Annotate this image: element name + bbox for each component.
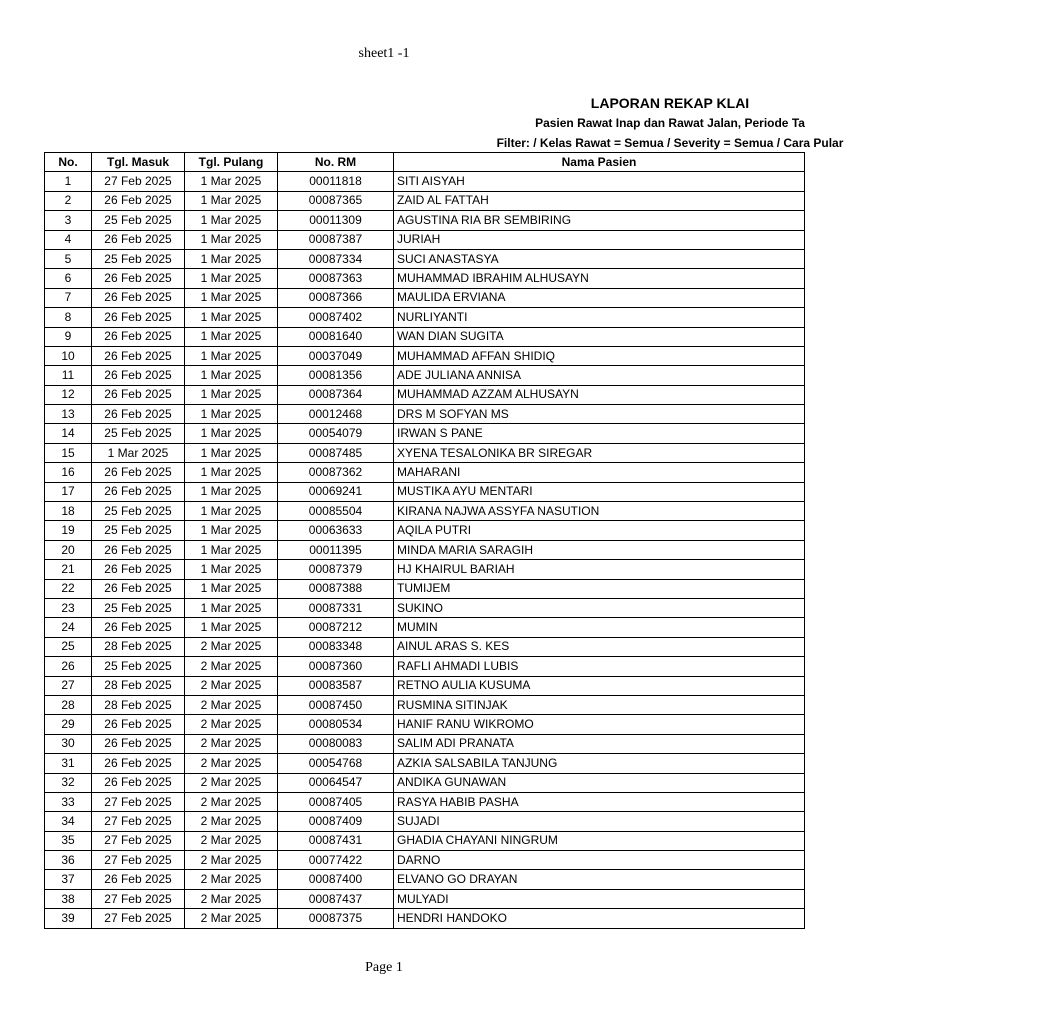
table-row xyxy=(45,521,805,540)
cell-nama-pasien: SUJADI xyxy=(394,812,805,831)
cell-tgl-pulang: 1 Mar 2025 xyxy=(185,269,278,288)
report-filter: Filter: / Kelas Rawat = Semua / Severity = Semua / Cara Pular xyxy=(496,136,844,150)
header-tgl-masuk: Tgl. Masuk xyxy=(92,153,185,172)
cell-tgl-pulang: 2 Mar 2025 xyxy=(185,715,278,734)
cell-no-rm: 00087409 xyxy=(278,812,394,831)
cell-no-rm: 00081640 xyxy=(278,327,394,346)
cell-no: 26 xyxy=(45,657,92,676)
cell-nama-pasien: SALIM ADI PRANATA xyxy=(394,734,805,753)
table-row xyxy=(45,211,805,230)
table-row xyxy=(45,269,805,288)
table-row xyxy=(45,288,805,307)
cell-tgl-pulang: 2 Mar 2025 xyxy=(185,812,278,831)
cell-no: 17 xyxy=(45,482,92,501)
cell-nama-pasien: XYENA TESALONIKA BR SIREGAR xyxy=(394,443,805,462)
cell-no: 7 xyxy=(45,288,92,307)
table-row xyxy=(45,463,805,482)
cell-no-rm: 00083587 xyxy=(278,676,394,695)
table-row xyxy=(45,424,805,443)
cell-no-rm: 00054768 xyxy=(278,754,394,773)
header-no-rm: No. RM xyxy=(278,153,394,172)
cell-tgl-masuk: 27 Feb 2025 xyxy=(92,812,185,831)
cell-tgl-masuk: 26 Feb 2025 xyxy=(92,715,185,734)
cell-tgl-pulang: 1 Mar 2025 xyxy=(185,521,278,540)
sheet-title: sheet1 -1 xyxy=(358,46,410,61)
table-row xyxy=(45,385,805,404)
cell-nama-pasien: MULYADI xyxy=(394,889,805,908)
cell-tgl-pulang: 1 Mar 2025 xyxy=(185,424,278,443)
cell-no-rm: 00080534 xyxy=(278,715,394,734)
cell-tgl-masuk: 26 Feb 2025 xyxy=(92,540,185,559)
cell-tgl-masuk: 26 Feb 2025 xyxy=(92,618,185,637)
cell-tgl-pulang: 2 Mar 2025 xyxy=(185,754,278,773)
table-row xyxy=(45,598,805,617)
cell-no-rm: 00085504 xyxy=(278,502,394,521)
cell-tgl-pulang: 1 Mar 2025 xyxy=(185,327,278,346)
cell-nama-pasien: RAFLI AHMADI LUBIS xyxy=(394,657,805,676)
cell-no-rm: 00087375 xyxy=(278,909,394,928)
cell-tgl-masuk: 25 Feb 2025 xyxy=(92,598,185,617)
cell-nama-pasien: MUSTIKA AYU MENTARI xyxy=(394,482,805,501)
table-row xyxy=(45,482,805,501)
cell-tgl-masuk: 26 Feb 2025 xyxy=(92,385,185,404)
cell-no: 34 xyxy=(45,812,92,831)
cell-tgl-pulang: 1 Mar 2025 xyxy=(185,211,278,230)
cell-tgl-masuk: 26 Feb 2025 xyxy=(92,269,185,288)
table-row xyxy=(45,870,805,889)
table-container xyxy=(44,152,668,930)
cell-nama-pasien: HJ KHAIRUL BARIAH xyxy=(394,560,805,579)
cell-nama-pasien: SITI AISYAH xyxy=(394,172,805,191)
cell-no-rm: 00087365 xyxy=(278,191,394,210)
cell-tgl-masuk: 25 Feb 2025 xyxy=(92,249,185,268)
header-nama-pasien: Nama Pasien xyxy=(394,153,805,172)
cell-tgl-pulang: 1 Mar 2025 xyxy=(185,502,278,521)
cell-no-rm: 00087366 xyxy=(278,288,394,307)
cell-no-rm: 00054079 xyxy=(278,424,394,443)
cell-no: 3 xyxy=(45,211,92,230)
cell-nama-pasien: DARNO xyxy=(394,851,805,870)
cell-no-rm: 00083348 xyxy=(278,637,394,656)
cell-tgl-masuk: 27 Feb 2025 xyxy=(92,792,185,811)
cell-nama-pasien: ZAID AL FATTAH xyxy=(394,191,805,210)
table-row xyxy=(45,909,805,928)
cell-no: 21 xyxy=(45,560,92,579)
cell-nama-pasien: MAULIDA ERVIANA xyxy=(394,288,805,307)
cell-no-rm: 00063633 xyxy=(278,521,394,540)
cell-tgl-pulang: 2 Mar 2025 xyxy=(185,792,278,811)
cell-no-rm: 00087402 xyxy=(278,308,394,327)
cell-nama-pasien: SUKINO xyxy=(394,598,805,617)
cell-tgl-pulang: 2 Mar 2025 xyxy=(185,657,278,676)
cell-no-rm: 00037049 xyxy=(278,346,394,365)
cell-no-rm: 00081356 xyxy=(278,366,394,385)
cell-nama-pasien: NURLIYANTI xyxy=(394,308,805,327)
cell-no: 6 xyxy=(45,269,92,288)
cell-nama-pasien: SUCI ANASTASYA xyxy=(394,249,805,268)
cell-no-rm: 00087379 xyxy=(278,560,394,579)
cell-tgl-masuk: 28 Feb 2025 xyxy=(92,695,185,714)
header-tgl-pulang: Tgl. Pulang xyxy=(185,153,278,172)
cell-no: 19 xyxy=(45,521,92,540)
table-row xyxy=(45,366,805,385)
cell-no: 39 xyxy=(45,909,92,928)
cell-tgl-pulang: 1 Mar 2025 xyxy=(185,172,278,191)
cell-no-rm: 00087405 xyxy=(278,792,394,811)
report-title: LAPORAN REKAP KLAI xyxy=(590,95,750,111)
cell-tgl-masuk: 26 Feb 2025 xyxy=(92,405,185,424)
cell-no-rm: 00087360 xyxy=(278,657,394,676)
cell-tgl-masuk: 26 Feb 2025 xyxy=(92,308,185,327)
cell-nama-pasien: RASYA HABIB PASHA xyxy=(394,792,805,811)
cell-tgl-masuk: 1 Mar 2025 xyxy=(92,443,185,462)
cell-tgl-masuk: 26 Feb 2025 xyxy=(92,773,185,792)
cell-tgl-pulang: 1 Mar 2025 xyxy=(185,463,278,482)
cell-no-rm: 00087387 xyxy=(278,230,394,249)
table-row xyxy=(45,773,805,792)
table-row xyxy=(45,230,805,249)
cell-no: 25 xyxy=(45,637,92,656)
cell-no: 2 xyxy=(45,191,92,210)
cell-no-rm: 00087437 xyxy=(278,889,394,908)
cell-tgl-pulang: 1 Mar 2025 xyxy=(185,443,278,462)
cell-tgl-pulang: 1 Mar 2025 xyxy=(185,230,278,249)
cell-tgl-pulang: 1 Mar 2025 xyxy=(185,540,278,559)
cell-tgl-pulang: 1 Mar 2025 xyxy=(185,191,278,210)
cell-tgl-pulang: 1 Mar 2025 xyxy=(185,249,278,268)
cell-no: 38 xyxy=(45,889,92,908)
cell-tgl-masuk: 28 Feb 2025 xyxy=(92,676,185,695)
cell-no: 29 xyxy=(45,715,92,734)
cell-nama-pasien: AINUL ARAS S. KES xyxy=(394,637,805,656)
cell-tgl-masuk: 25 Feb 2025 xyxy=(92,424,185,443)
cell-tgl-pulang: 1 Mar 2025 xyxy=(185,308,278,327)
table-row xyxy=(45,579,805,598)
cell-no: 30 xyxy=(45,734,92,753)
cell-nama-pasien: IRWAN S PANE xyxy=(394,424,805,443)
cell-tgl-masuk: 26 Feb 2025 xyxy=(92,230,185,249)
cell-no: 37 xyxy=(45,870,92,889)
cell-no: 22 xyxy=(45,579,92,598)
cell-tgl-masuk: 26 Feb 2025 xyxy=(92,191,185,210)
table-body xyxy=(45,172,805,928)
cell-no-rm: 00012468 xyxy=(278,405,394,424)
cell-no-rm: 00087331 xyxy=(278,598,394,617)
cell-no-rm: 00087363 xyxy=(278,269,394,288)
cell-tgl-masuk: 26 Feb 2025 xyxy=(92,734,185,753)
table-row xyxy=(45,715,805,734)
cell-no-rm: 00087334 xyxy=(278,249,394,268)
cell-tgl-masuk: 25 Feb 2025 xyxy=(92,502,185,521)
cell-no-rm: 00087485 xyxy=(278,443,394,462)
cell-nama-pasien: JURIAH xyxy=(394,230,805,249)
cell-no-rm: 00011395 xyxy=(278,540,394,559)
cell-tgl-pulang: 2 Mar 2025 xyxy=(185,831,278,850)
cell-tgl-pulang: 2 Mar 2025 xyxy=(185,695,278,714)
cell-no-rm: 00011309 xyxy=(278,211,394,230)
cell-tgl-pulang: 1 Mar 2025 xyxy=(185,598,278,617)
cell-tgl-masuk: 27 Feb 2025 xyxy=(92,172,185,191)
cell-tgl-masuk: 26 Feb 2025 xyxy=(92,870,185,889)
cell-tgl-masuk: 27 Feb 2025 xyxy=(92,851,185,870)
table-row xyxy=(45,831,805,850)
table-row xyxy=(45,327,805,346)
cell-no-rm: 00087212 xyxy=(278,618,394,637)
cell-nama-pasien: ANDIKA GUNAWAN xyxy=(394,773,805,792)
cell-tgl-masuk: 26 Feb 2025 xyxy=(92,482,185,501)
cell-tgl-masuk: 26 Feb 2025 xyxy=(92,560,185,579)
cell-no-rm: 00064547 xyxy=(278,773,394,792)
cell-no: 24 xyxy=(45,618,92,637)
table-row xyxy=(45,540,805,559)
cell-tgl-pulang: 2 Mar 2025 xyxy=(185,637,278,656)
cell-no: 13 xyxy=(45,405,92,424)
report-subtitle: Pasien Rawat Inap dan Rawat Jalan, Periode Ta xyxy=(535,116,805,130)
cell-no-rm: 00087431 xyxy=(278,831,394,850)
table-row xyxy=(45,657,805,676)
cell-tgl-masuk: 25 Feb 2025 xyxy=(92,657,185,676)
cell-tgl-masuk: 28 Feb 2025 xyxy=(92,637,185,656)
cell-tgl-masuk: 26 Feb 2025 xyxy=(92,327,185,346)
cell-no: 11 xyxy=(45,366,92,385)
cell-no: 32 xyxy=(45,773,92,792)
cell-tgl-pulang: 2 Mar 2025 xyxy=(185,676,278,695)
cell-nama-pasien: MUHAMMAD AFFAN SHIDIQ xyxy=(394,346,805,365)
table-row xyxy=(45,502,805,521)
cell-no: 5 xyxy=(45,249,92,268)
cell-no: 4 xyxy=(45,230,92,249)
cell-tgl-pulang: 2 Mar 2025 xyxy=(185,851,278,870)
cell-no: 33 xyxy=(45,792,92,811)
cell-tgl-masuk: 27 Feb 2025 xyxy=(92,909,185,928)
cell-nama-pasien: MUMIN xyxy=(394,618,805,637)
table-row xyxy=(45,676,805,695)
cell-tgl-masuk: 27 Feb 2025 xyxy=(92,889,185,908)
cell-nama-pasien: MUHAMMAD IBRAHIM ALHUSAYN xyxy=(394,269,805,288)
cell-nama-pasien: MAHARANI xyxy=(394,463,805,482)
cell-tgl-pulang: 1 Mar 2025 xyxy=(185,405,278,424)
table-row xyxy=(45,249,805,268)
table-row xyxy=(45,308,805,327)
cell-tgl-pulang: 1 Mar 2025 xyxy=(185,385,278,404)
table-row xyxy=(45,754,805,773)
table-row xyxy=(45,889,805,908)
cell-no-rm: 00087388 xyxy=(278,579,394,598)
cell-tgl-pulang: 2 Mar 2025 xyxy=(185,734,278,753)
cell-nama-pasien: AQILA PUTRI xyxy=(394,521,805,540)
cell-no: 31 xyxy=(45,754,92,773)
cell-tgl-masuk: 25 Feb 2025 xyxy=(92,521,185,540)
cell-tgl-masuk: 26 Feb 2025 xyxy=(92,579,185,598)
cell-tgl-masuk: 25 Feb 2025 xyxy=(92,211,185,230)
table-row xyxy=(45,405,805,424)
table-row xyxy=(45,695,805,714)
cell-no: 14 xyxy=(45,424,92,443)
cell-no: 27 xyxy=(45,676,92,695)
cell-no: 12 xyxy=(45,385,92,404)
cell-no: 8 xyxy=(45,308,92,327)
table-row xyxy=(45,734,805,753)
cell-tgl-pulang: 2 Mar 2025 xyxy=(185,889,278,908)
cell-no-rm: 00069241 xyxy=(278,482,394,501)
cell-nama-pasien: RUSMINA SITINJAK xyxy=(394,695,805,714)
cell-tgl-pulang: 1 Mar 2025 xyxy=(185,560,278,579)
cell-no: 1 xyxy=(45,172,92,191)
cell-nama-pasien: DRS M SOFYAN MS xyxy=(394,405,805,424)
cell-tgl-masuk: 26 Feb 2025 xyxy=(92,463,185,482)
cell-tgl-masuk: 27 Feb 2025 xyxy=(92,831,185,850)
cell-no: 28 xyxy=(45,695,92,714)
cell-no: 9 xyxy=(45,327,92,346)
table-row xyxy=(45,618,805,637)
header-no: No. xyxy=(45,153,92,172)
cell-no-rm: 00077422 xyxy=(278,851,394,870)
cell-no-rm: 00087400 xyxy=(278,870,394,889)
table-row xyxy=(45,560,805,579)
cell-tgl-pulang: 2 Mar 2025 xyxy=(185,773,278,792)
table-row xyxy=(45,792,805,811)
cell-nama-pasien: KIRANA NAJWA ASSYFA NASUTION xyxy=(394,502,805,521)
patient-table xyxy=(44,152,805,929)
cell-tgl-pulang: 1 Mar 2025 xyxy=(185,366,278,385)
cell-tgl-masuk: 26 Feb 2025 xyxy=(92,366,185,385)
cell-tgl-pulang: 1 Mar 2025 xyxy=(185,288,278,307)
cell-nama-pasien: ELVANO GO DRAYAN xyxy=(394,870,805,889)
cell-tgl-pulang: 1 Mar 2025 xyxy=(185,482,278,501)
cell-tgl-masuk: 26 Feb 2025 xyxy=(92,754,185,773)
cell-no: 35 xyxy=(45,831,92,850)
cell-nama-pasien: MUHAMMAD AZZAM ALHUSAYN xyxy=(394,385,805,404)
cell-tgl-pulang: 1 Mar 2025 xyxy=(185,579,278,598)
table-row xyxy=(45,172,805,191)
page-footer: Page 1 xyxy=(365,960,403,975)
cell-tgl-masuk: 26 Feb 2025 xyxy=(92,346,185,365)
cell-no-rm: 00087364 xyxy=(278,385,394,404)
cell-no-rm: 00080083 xyxy=(278,734,394,753)
cell-no-rm: 00087362 xyxy=(278,463,394,482)
table-row xyxy=(45,346,805,365)
cell-nama-pasien: RETNO AULIA KUSUMA xyxy=(394,676,805,695)
cell-nama-pasien: AZKIA SALSABILA TANJUNG xyxy=(394,754,805,773)
cell-no: 15 xyxy=(45,443,92,462)
cell-no: 23 xyxy=(45,598,92,617)
cell-tgl-pulang: 1 Mar 2025 xyxy=(185,618,278,637)
cell-nama-pasien: AGUSTINA RIA BR SEMBIRING xyxy=(394,211,805,230)
cell-tgl-masuk: 26 Feb 2025 xyxy=(92,288,185,307)
table-row xyxy=(45,443,805,462)
cell-no: 10 xyxy=(45,346,92,365)
table-row xyxy=(45,637,805,656)
cell-nama-pasien: HANIF RANU WIKROMO xyxy=(394,715,805,734)
cell-nama-pasien: MINDA MARIA SARAGIH xyxy=(394,540,805,559)
cell-no: 18 xyxy=(45,502,92,521)
cell-nama-pasien: HENDRI HANDOKO xyxy=(394,909,805,928)
table-header-row xyxy=(45,153,805,172)
cell-no-rm: 00087450 xyxy=(278,695,394,714)
cell-tgl-pulang: 2 Mar 2025 xyxy=(185,909,278,928)
cell-tgl-pulang: 2 Mar 2025 xyxy=(185,870,278,889)
cell-no: 20 xyxy=(45,540,92,559)
cell-nama-pasien: WAN DIAN SUGITA xyxy=(394,327,805,346)
cell-nama-pasien: GHADIA CHAYANI NINGRUM xyxy=(394,831,805,850)
cell-no-rm: 00011818 xyxy=(278,172,394,191)
cell-nama-pasien: ADE JULIANA ANNISA xyxy=(394,366,805,385)
table-row xyxy=(45,851,805,870)
cell-no: 36 xyxy=(45,851,92,870)
table-row xyxy=(45,191,805,210)
cell-nama-pasien: TUMIJEM xyxy=(394,579,805,598)
cell-no: 16 xyxy=(45,463,92,482)
cell-tgl-pulang: 1 Mar 2025 xyxy=(185,346,278,365)
table-row xyxy=(45,812,805,831)
